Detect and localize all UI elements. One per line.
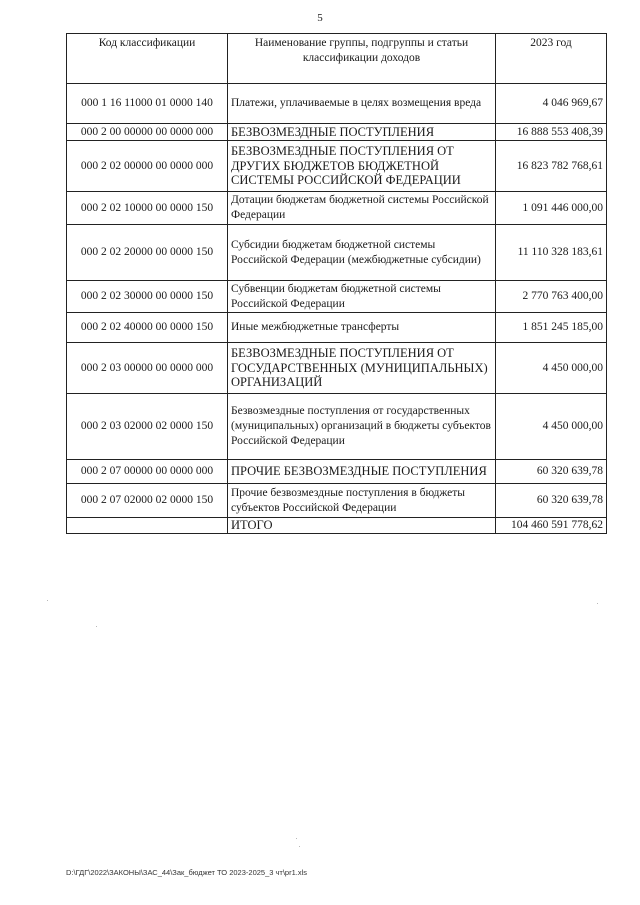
row-code: 000 2 07 00000 00 0000 000: [67, 460, 228, 484]
row-amount: 2 770 763 400,00: [496, 281, 607, 313]
scan-speck: [47, 600, 48, 601]
row-name: БЕЗВОЗМЕЗДНЫЕ ПОСТУПЛЕНИЯ ОТ ДРУГИХ БЮДЖЕТОВ БЮДЖЕТНОЙ СИСТЕМЫ РОССИЙСКОЙ ФЕДЕРАЦИИ: [228, 141, 496, 192]
row-amount: 4 450 000,00: [496, 343, 607, 394]
row-code: 000 2 07 02000 02 0000 150: [67, 484, 228, 518]
row-name: Иные межбюджетные трансферты: [228, 313, 496, 343]
revenue-table: [66, 33, 607, 534]
row-code: 000 1 16 11000 01 0000 140: [67, 84, 228, 124]
header-year: 2023 год: [496, 34, 607, 84]
scan-speck: [296, 838, 297, 839]
row-amount: 16 888 553 408,39: [496, 124, 607, 141]
row-amount: 1 091 446 000,00: [496, 192, 607, 225]
scan-speck: [299, 846, 300, 847]
row-name: Прочие безвозмездные поступления в бюджеты субъектов Российской Федерации: [228, 484, 496, 518]
row-code: 000 2 02 00000 00 0000 000: [67, 141, 228, 192]
row-amount: 60 320 639,78: [496, 460, 607, 484]
row-amount: 1 851 245 185,00: [496, 313, 607, 343]
row-name: БЕЗВОЗМЕЗДНЫЕ ПОСТУПЛЕНИЯ: [228, 124, 496, 141]
row-amount: 4 450 000,00: [496, 394, 607, 460]
scan-speck: [597, 603, 598, 604]
table-row: [67, 460, 607, 484]
row-amount: 16 823 782 768,61: [496, 141, 607, 192]
row-code: 000 2 02 20000 00 0000 150: [67, 225, 228, 281]
table-row: [67, 313, 607, 343]
row-name: Дотации бюджетам бюджетной системы Российской Федерации: [228, 192, 496, 225]
row-name: БЕЗВОЗМЕЗДНЫЕ ПОСТУПЛЕНИЯ ОТ ГОСУДАРСТВЕННЫХ (МУНИЦИПАЛЬНЫХ) ОРГАНИЗАЦИЙ: [228, 343, 496, 394]
row-amount: 11 110 328 183,61: [496, 225, 607, 281]
table-row: [67, 225, 607, 281]
header-code: Код классификации: [67, 34, 228, 84]
total-code: [67, 518, 228, 534]
row-code: 000 2 02 10000 00 0000 150: [67, 192, 228, 225]
row-name: Платежи, уплачиваемые в целях возмещения вреда: [228, 84, 496, 124]
table-row: [67, 343, 607, 394]
footer-file-path: D:\ГДГ\2022\ЗАКОНЫ\ЗАС_44\Зак_бюджет ТО 2023-2025_3 чт\pr1.xls: [66, 868, 308, 877]
table-row: [67, 124, 607, 141]
scan-speck: [96, 626, 97, 627]
row-name: Безвозмездные поступления от государственных (муниципальных) организаций в бюджеты субъектов Российской Федерации: [228, 394, 496, 460]
table-row: [67, 484, 607, 518]
table-row: [67, 281, 607, 313]
row-code: 000 2 02 40000 00 0000 150: [67, 313, 228, 343]
row-code: 000 2 03 00000 00 0000 000: [67, 343, 228, 394]
row-code: 000 2 02 30000 00 0000 150: [67, 281, 228, 313]
row-name: Субсидии бюджетам бюджетной системы Российской Федерации (межбюджетные субсидии): [228, 225, 496, 281]
total-amount: 104 460 591 778,62: [496, 518, 607, 534]
total-row: [67, 518, 607, 534]
row-code: 000 2 03 02000 02 0000 150: [67, 394, 228, 460]
row-name: Субвенции бюджетам бюджетной системы Российской Федерации: [228, 281, 496, 313]
header-name: Наименование группы, подгруппы и статьи классификации доходов: [228, 34, 496, 84]
table-row: [67, 394, 607, 460]
row-amount: 4 046 969,67: [496, 84, 607, 124]
total-name: ИТОГО: [228, 518, 496, 534]
row-name: ПРОЧИЕ БЕЗВОЗМЕЗДНЫЕ ПОСТУПЛЕНИЯ: [228, 460, 496, 484]
page-number: 5: [317, 12, 323, 24]
table-body: [67, 84, 607, 534]
table-header-row: [67, 34, 607, 84]
table-row: [67, 84, 607, 124]
row-amount: 60 320 639,78: [496, 484, 607, 518]
table-row: [67, 141, 607, 192]
table-row: [67, 192, 607, 225]
row-code: 000 2 00 00000 00 0000 000: [67, 124, 228, 141]
